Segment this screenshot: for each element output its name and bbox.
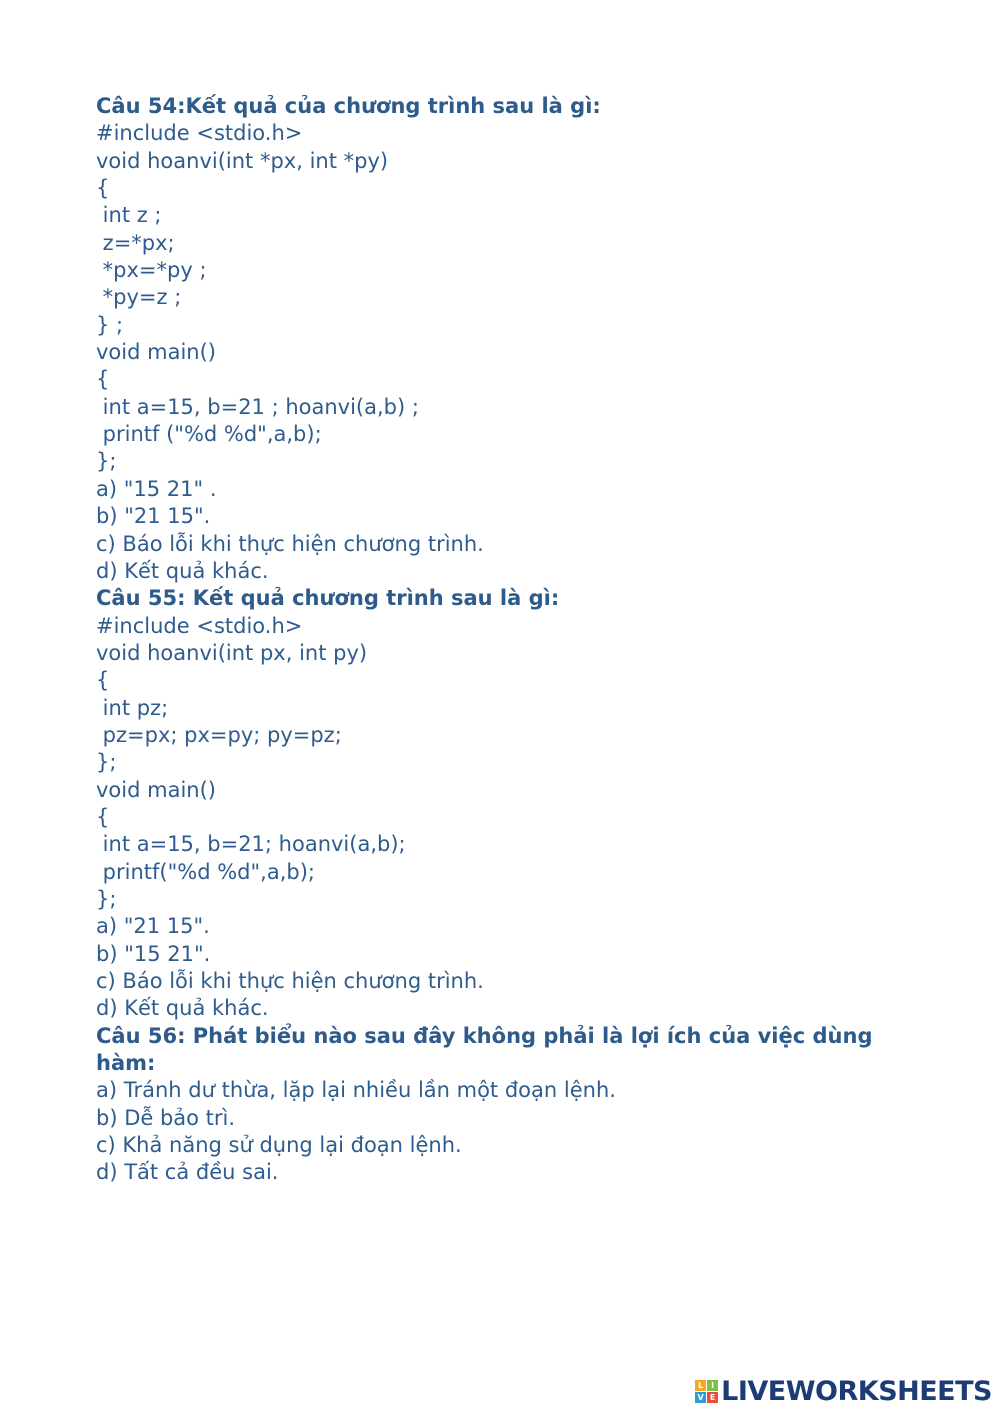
code-line: void main() <box>96 777 216 802</box>
mark-letter: L <box>695 1380 706 1391</box>
option-d: d) Tất cả đều sai. <box>96 1160 279 1185</box>
code-line: z=*px; <box>96 230 175 255</box>
worksheet-content <box>96 93 926 1187</box>
question-54-options <box>96 476 926 585</box>
option-c: c) Khả năng sử dụng lại đoạn lệnh. <box>96 1133 462 1158</box>
liveworksheets-mark-icon <box>695 1380 718 1403</box>
option-a: a) "15 21" . <box>96 476 217 501</box>
code-line: { <box>96 804 110 829</box>
code-line: int pz; <box>96 695 169 720</box>
code-line: int a=15, b=21 ; hoanvi(a,b) ; <box>96 394 419 419</box>
code-line: void main() <box>96 340 216 365</box>
code-line: { <box>96 668 110 693</box>
code-line: void hoanvi(int px, int py) <box>96 640 368 665</box>
question-56-title: Câu 56: Phát biểu nào sau đây không phải là lợi ích của việc dùng hàm: <box>96 1023 873 1076</box>
option-c: c) Báo lỗi khi thực hiện chương trình. <box>96 969 484 993</box>
mark-letter: V <box>695 1392 706 1403</box>
question-54-code <box>96 120 926 475</box>
mark-letter: I <box>707 1380 718 1391</box>
code-line: printf("%d %d",a,b); <box>96 859 315 884</box>
code-line: *px=*py ; <box>96 258 207 283</box>
question-54-title: Câu 54:Kết quả của chương trình sau là gì: <box>96 94 601 118</box>
option-a: a) Tránh dư thừa, lặp lại nhiều lần một đoạn lệnh. <box>96 1078 616 1103</box>
option-c: c) Báo lỗi khi thực hiện chương trình. <box>96 531 484 556</box>
code-line: #include <stdio.h> <box>96 613 303 638</box>
liveworksheets-wordmark: LIVEWORKSHEETS <box>721 1376 992 1407</box>
code-line: }; <box>96 449 117 474</box>
code-line: pz=px; px=py; py=pz; <box>96 722 342 747</box>
code-line: int a=15, b=21; hoanvi(a,b); <box>96 832 406 857</box>
code-line: printf ("%d %d",a,b); <box>96 422 322 447</box>
liveworksheets-logo <box>695 1376 992 1407</box>
question-55-options <box>96 913 926 1022</box>
code-line: } ; <box>96 312 124 337</box>
code-line: void hoanvi(int *px, int *py) <box>96 148 389 173</box>
option-b: b) "15 21". <box>96 941 211 966</box>
option-d: d) Kết quả khác. <box>96 558 269 583</box>
option-d: d) Kết quả khác. <box>96 996 269 1021</box>
code-line: { <box>96 176 110 201</box>
mark-letter: E <box>707 1392 718 1403</box>
option-b: b) Dễ bảo trì. <box>96 1105 236 1130</box>
code-line: }; <box>96 886 117 911</box>
code-line: int z ; <box>96 203 162 228</box>
question-55-code <box>96 613 926 914</box>
code-line: #include <stdio.h> <box>96 121 303 146</box>
question-56-options <box>96 1077 926 1186</box>
code-line: *py=z ; <box>96 285 182 310</box>
code-line: }; <box>96 750 117 775</box>
option-b: b) "21 15". <box>96 504 211 529</box>
code-line: { <box>96 367 110 392</box>
question-55-title: Câu 55: Kết quả chương trình sau là gì: <box>96 586 560 611</box>
option-a: a) "21 15". <box>96 914 210 939</box>
